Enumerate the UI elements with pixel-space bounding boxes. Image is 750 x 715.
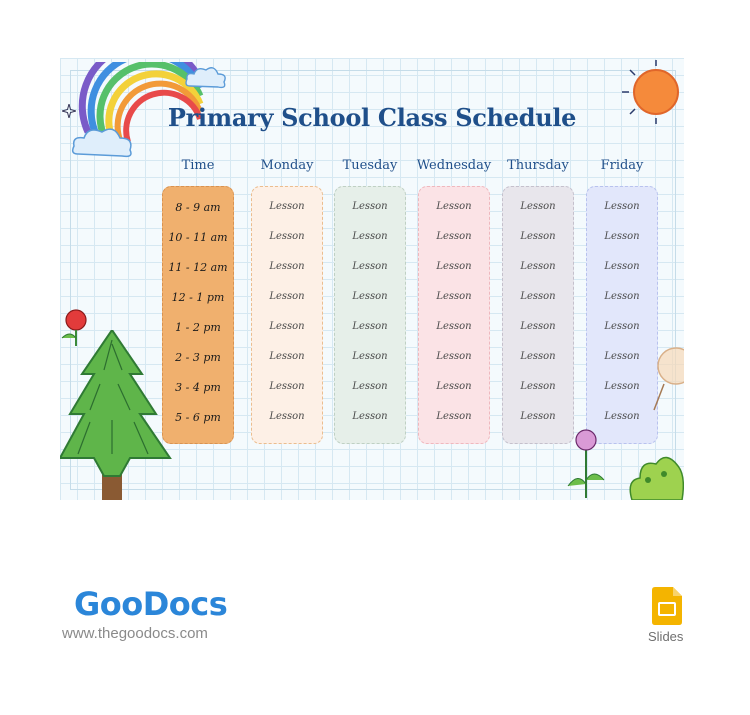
lesson-cell-monday: Lesson <box>269 261 305 272</box>
lesson-cell-wednesday: Lesson <box>436 201 472 212</box>
lesson-cell-thursday: Lesson <box>520 201 556 212</box>
time-slot: 11 - 12 am <box>168 261 228 274</box>
lesson-cell-friday: Lesson <box>604 321 640 332</box>
lesson-cell-tuesday: Lesson <box>352 411 388 422</box>
lesson-cell-monday: Lesson <box>269 291 305 302</box>
lesson-cell-tuesday: Lesson <box>352 291 388 302</box>
tree-icon <box>60 330 178 500</box>
header-time: Time <box>181 158 215 173</box>
website-url: www.thegoodocs.com <box>62 625 208 642</box>
lesson-cell-wednesday: Lesson <box>436 291 472 302</box>
lesson-cell-friday: Lesson <box>604 291 640 302</box>
time-slot: 2 - 3 pm <box>175 351 221 364</box>
header-wednesday: Wednesday <box>416 158 492 173</box>
lesson-cell-thursday: Lesson <box>520 261 556 272</box>
lesson-cell-thursday: Lesson <box>520 291 556 302</box>
lesson-cell-tuesday: Lesson <box>352 231 388 242</box>
page-title: Primary School Class Schedule <box>167 103 577 132</box>
cloud-icon <box>184 64 228 92</box>
lesson-cell-wednesday: Lesson <box>436 351 472 362</box>
slides-label: Slides <box>648 629 684 644</box>
lesson-cell-wednesday: Lesson <box>436 381 472 392</box>
brand-logo: GooDocs <box>74 585 228 623</box>
time-slot: 12 - 1 pm <box>171 291 225 304</box>
lesson-cell-tuesday: Lesson <box>352 351 388 362</box>
lesson-cell-thursday: Lesson <box>520 411 556 422</box>
lesson-cell-tuesday: Lesson <box>352 261 388 272</box>
lesson-cell-monday: Lesson <box>269 231 305 242</box>
friday-column <box>586 186 658 444</box>
time-slot: 1 - 2 pm <box>175 321 221 334</box>
time-slot: 8 - 9 am <box>175 201 221 214</box>
thursday-column <box>502 186 574 444</box>
lesson-cell-friday: Lesson <box>604 381 640 392</box>
lesson-cell-friday: Lesson <box>604 201 640 212</box>
lesson-cell-friday: Lesson <box>604 351 640 362</box>
lesson-cell-tuesday: Lesson <box>352 321 388 332</box>
tuesday-column <box>334 186 406 444</box>
lesson-cell-friday: Lesson <box>604 261 640 272</box>
lesson-cell-tuesday: Lesson <box>352 201 388 212</box>
lesson-cell-monday: Lesson <box>269 321 305 332</box>
lesson-cell-friday: Lesson <box>604 411 640 422</box>
flower-icon <box>564 426 614 498</box>
time-slot: 5 - 6 pm <box>175 411 221 424</box>
header-thursday: Thursday <box>507 158 569 173</box>
slides-icon <box>652 587 682 625</box>
flower-icon <box>650 344 684 414</box>
lesson-cell-wednesday: Lesson <box>436 411 472 422</box>
monday-column <box>251 186 323 444</box>
wednesday-column <box>418 186 490 444</box>
lesson-cell-friday: Lesson <box>604 231 640 242</box>
lesson-cell-tuesday: Lesson <box>352 381 388 392</box>
lesson-cell-thursday: Lesson <box>520 231 556 242</box>
lesson-cell-wednesday: Lesson <box>436 261 472 272</box>
lesson-cell-monday: Lesson <box>269 201 305 212</box>
lesson-cell-wednesday: Lesson <box>436 321 472 332</box>
schedule-slide <box>60 58 684 500</box>
time-slot: 10 - 11 am <box>168 231 228 244</box>
lesson-cell-monday: Lesson <box>269 351 305 362</box>
header-monday: Monday <box>260 158 314 173</box>
lesson-cell-thursday: Lesson <box>520 351 556 362</box>
lesson-cell-monday: Lesson <box>269 381 305 392</box>
lesson-cell-monday: Lesson <box>269 411 305 422</box>
lesson-cell-thursday: Lesson <box>520 321 556 332</box>
bush-icon <box>626 450 684 500</box>
flower-icon <box>60 306 94 346</box>
header-tuesday: Tuesday <box>342 158 398 173</box>
time-slot: 3 - 4 pm <box>175 381 221 394</box>
header-friday: Friday <box>600 158 644 173</box>
lesson-cell-thursday: Lesson <box>520 381 556 392</box>
lesson-cell-wednesday: Lesson <box>436 231 472 242</box>
